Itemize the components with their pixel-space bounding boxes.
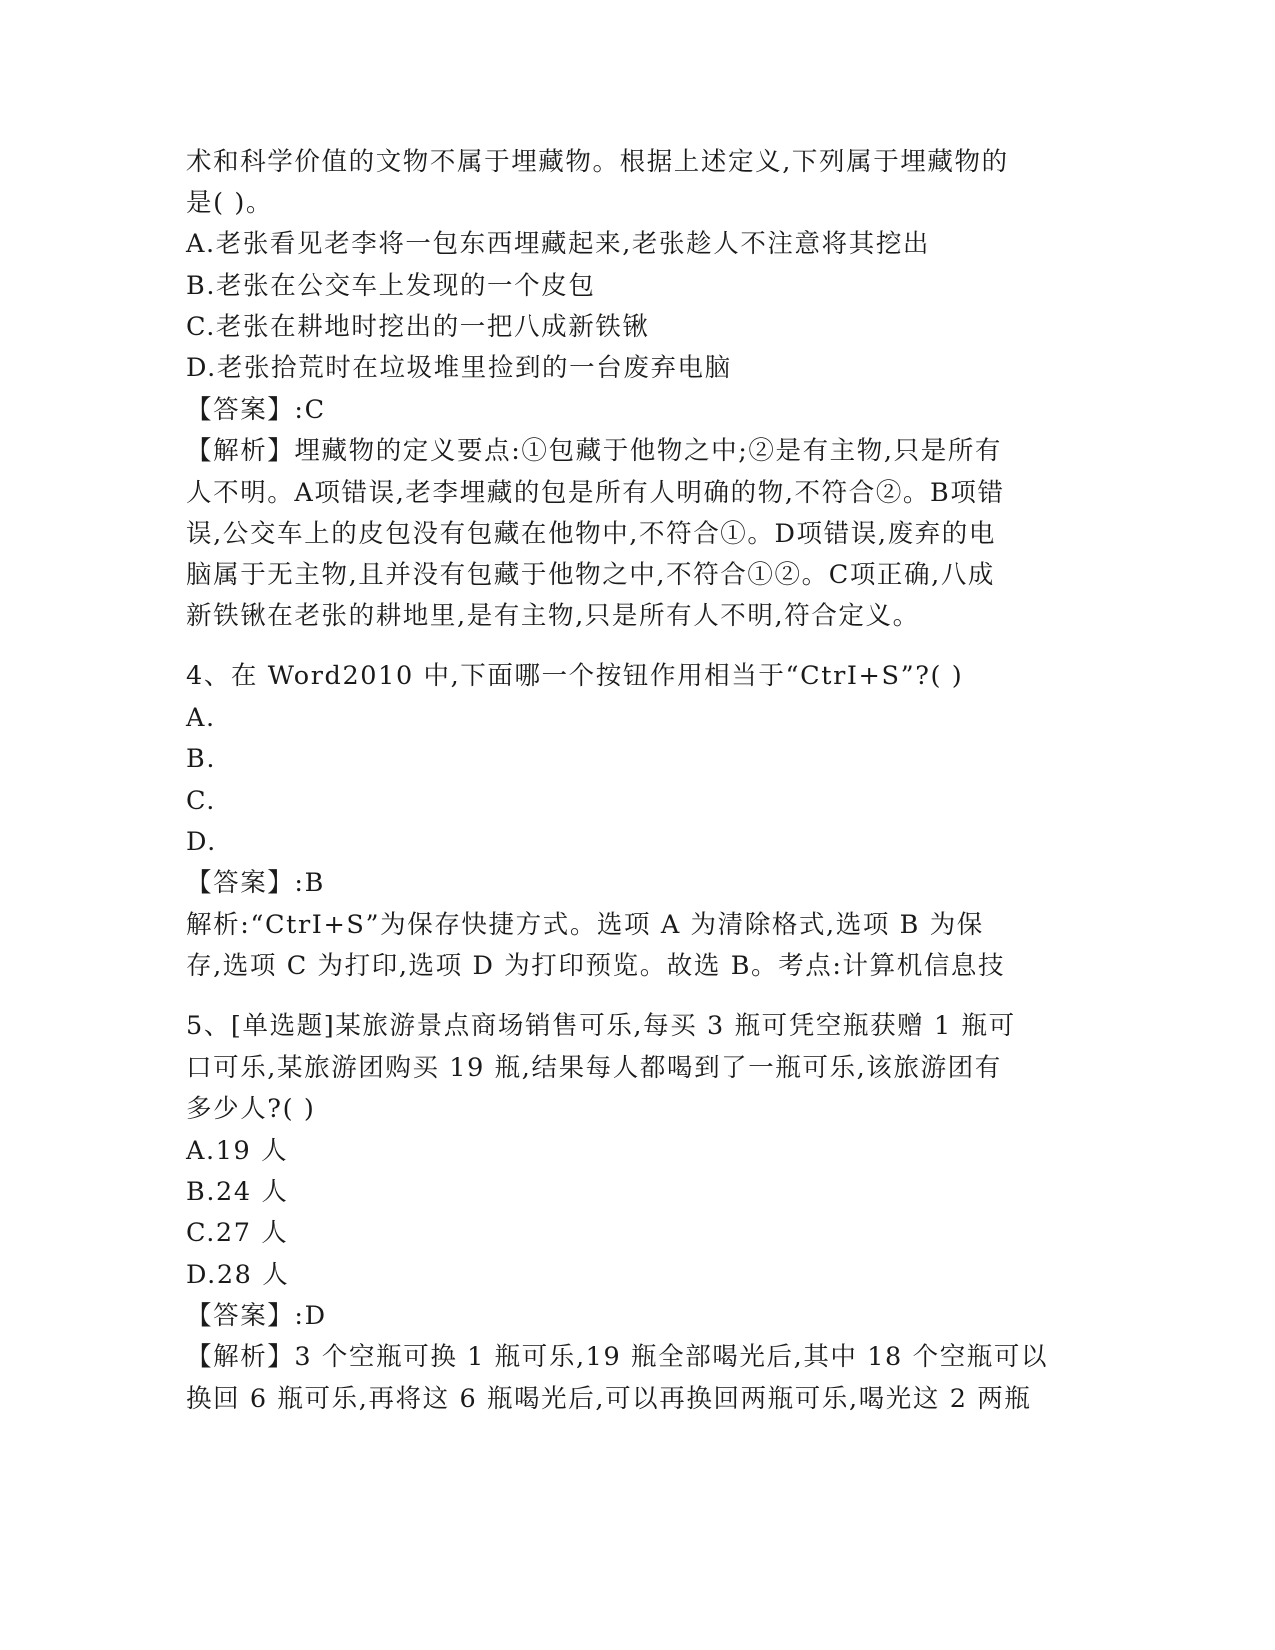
- q3-stem-line-1: 术和科学价值的文物不属于埋藏物。根据上述定义,下列属于埋藏物的: [186, 147, 1009, 177]
- q3-answer: 【答案】:C: [186, 395, 326, 425]
- q3-analysis-line-5: 新铁锹在老张的耕地里,是有主物,只是所有人不明,符合定义。: [186, 601, 920, 631]
- q3-option-b: B.老张在公交车上发现的一个皮包: [186, 271, 596, 301]
- q5-question-line-1: 5、[单选题]某旅游景点商场销售可乐,每买 3 瓶可凭空瓶获赠 1 瓶可: [186, 1011, 1016, 1041]
- q5-option-b: B.24 人: [186, 1177, 289, 1207]
- q4-question: 4、在 Word2010 中,下面哪一个按钮作用相当于“CtrI+S”?( ): [186, 661, 964, 691]
- q4-analysis-line-2: 存,选项 C 为打印,选项 D 为打印预览。故选 B。考点:计算机信息技: [186, 951, 1006, 981]
- q3-option-a: A.老张看见老李将一包东西埋藏起来,老张趁人不注意将其挖出: [186, 229, 931, 259]
- q4-option-c: C.: [186, 786, 216, 816]
- q4-analysis-line-1: 解析:“CtrI+S”为保存快捷方式。选项 A 为清除格式,选项 B 为保: [186, 910, 984, 940]
- q5-analysis-line-1: 【解析】3 个空瓶可换 1 瓶可乐,19 瓶全部喝光后,其中 18 个空瓶可以: [186, 1342, 1049, 1372]
- q5-answer: 【答案】:D: [186, 1301, 327, 1331]
- q5-option-d: D.28 人: [186, 1260, 290, 1290]
- q4-option-b: B.: [186, 744, 217, 774]
- q5-analysis-line-2: 换回 6 瓶可乐,再将这 6 瓶喝光后,可以再换回两瓶可乐,喝光这 2 两瓶: [186, 1384, 1032, 1414]
- q3-analysis-line-2: 人不明。A项错误,老李埋藏的包是所有人明确的物,不符合②。B项错: [186, 478, 1005, 508]
- q4-option-a: A.: [186, 703, 216, 733]
- q4-answer: 【答案】:B: [186, 868, 325, 898]
- q3-analysis-line-4: 脑属于无主物,且并没有包藏于他物之中,不符合①②。C项正确,八成: [186, 560, 996, 590]
- q3-analysis-line-3: 误,公交车上的皮包没有包藏在他物中,不符合①。D项错误,废弃的电: [186, 519, 996, 549]
- q5-question-line-3: 多少人?( ): [186, 1094, 316, 1124]
- q3-analysis-line-1: 【解析】埋藏物的定义要点:①包藏于他物之中;②是有主物,只是所有: [186, 436, 1002, 466]
- q5-option-a: A.19 人: [186, 1136, 289, 1166]
- q5-question-line-2: 口可乐,某旅游团购买 19 瓶,结果每人都喝到了一瓶可乐,该旅游团有: [186, 1053, 1002, 1083]
- q5-option-c: C.27 人: [186, 1218, 289, 1248]
- q4-option-d: D.: [186, 827, 217, 857]
- q3-stem-line-2: 是( )。: [186, 188, 274, 218]
- q3-option-d: D.老张拾荒时在垃圾堆里捡到的一台废弃电脑: [186, 353, 732, 383]
- q3-option-c: C.老张在耕地时挖出的一把八成新铁锹: [186, 312, 650, 342]
